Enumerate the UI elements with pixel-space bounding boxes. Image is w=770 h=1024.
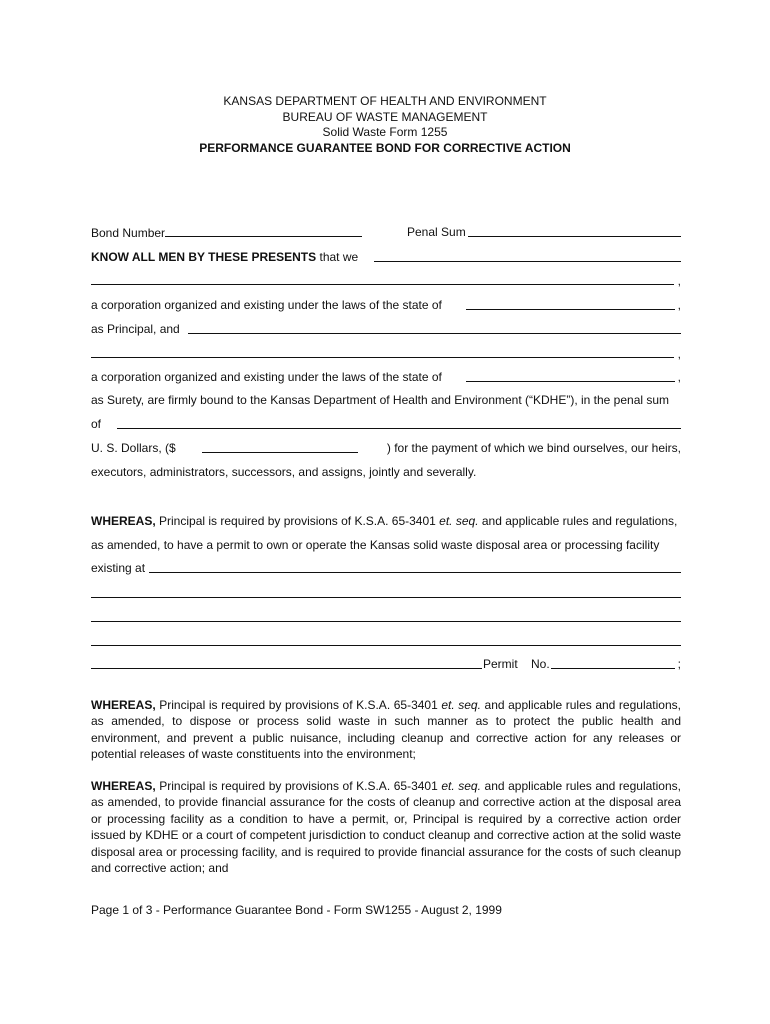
comma: , <box>677 274 681 288</box>
know-all-heading: KNOW ALL MEN BY THESE PRESENTS <box>91 250 317 264</box>
of-label: of <box>91 417 102 431</box>
surety-text-row <box>91 393 681 407</box>
comma: , <box>677 347 681 361</box>
form-number: Solid Waste Form 1255 <box>322 125 448 139</box>
existing-label: existing at <box>91 561 146 575</box>
principal-name-field[interactable] <box>374 250 681 262</box>
permit-label: Permit <box>483 657 518 671</box>
penal-sum-words-field[interactable] <box>117 417 681 429</box>
whereas1-text-c: as amended, to have a permit to own or operate the Kansas solid waste disposal area or processing facility <box>91 538 660 552</box>
principal-label: as Principal, and <box>91 322 180 336</box>
bureau-name: BUREAU OF WASTE MANAGEMENT <box>282 109 488 124</box>
whereas-label: WHEREAS, <box>91 698 156 712</box>
penal-sum-label: Penal Sum <box>407 225 466 239</box>
dollars-suffix: ) for the payment of which we bind ourselves, our heirs, <box>386 441 681 455</box>
whereas3-paragraph <box>91 778 681 876</box>
page-footer: Page 1 of 3 - Performance Guarantee Bond - Form SW1255 - August 2, 1999 <box>91 903 502 917</box>
facility-location-field[interactable] <box>149 561 681 573</box>
agency-name: KANSAS DEPARTMENT OF HEALTH AND ENVIRONMENT <box>223 94 547 108</box>
whereas3-text-b: and applicable rules and regulations, as amended, to provide financial assurance for the costs of cleanup and corrective action at the disposal area or processing facility as a condition to have a permit, or, Principal is required by a corrective action order issued by KDHE or a court of competent jurisdiction to conduct cleanup and corrective action at the solid waste disposal area or processing facility, and is required to provide financial assurance for the costs of such cleanup and corrective action; and <box>91 779 681 876</box>
form-header <box>0 94 770 156</box>
comma: , <box>677 370 681 384</box>
existing-at-row <box>91 561 681 575</box>
whereas-label: WHEREAS, <box>91 514 156 528</box>
form-title: PERFORMANCE GUARANTEE BOND FOR CORRECTIVE ACTION <box>199 140 571 155</box>
dollars-row <box>91 441 681 455</box>
whereas2-text-b: and applicable rules and regulations, as amended, to dispose or process solid waste in such manner as to protect the public health and environment, and prevent a public nuisance, including cleanup and corrective action for any releases or potential releases of waste constituents into the environment; <box>91 698 681 762</box>
executors-text: executors, administrators, successors, and assigns, jointly and severally. <box>91 465 477 479</box>
surety-name-row <box>91 322 681 336</box>
dollars-amount-field[interactable] <box>202 441 358 453</box>
whereas-label: WHEREAS, <box>91 779 156 793</box>
facility-location-field-2[interactable] <box>91 597 681 598</box>
dollars-prefix: U. S. Dollars, ($ <box>91 441 176 455</box>
surety-name-field[interactable] <box>188 322 681 334</box>
whereas1-line1 <box>91 514 681 528</box>
know-all-text: that we <box>319 250 359 264</box>
et-seq: et. seq. <box>439 514 479 528</box>
facility-location-field-4[interactable] <box>91 645 681 646</box>
surety-state-row <box>91 370 681 384</box>
corp-text: a corporation organized and existing under the laws of the state of <box>91 298 442 312</box>
et-seq: et. seq. <box>441 698 481 712</box>
surety-text: as Surety, are firmly bound to the Kansas Department of Health and Environment (“KDHE”), in the penal sum <box>91 393 670 407</box>
no-label: No. <box>531 657 550 671</box>
whereas1-line2 <box>91 538 681 552</box>
whereas2-paragraph <box>91 697 681 763</box>
facility-location-field-5[interactable] <box>91 657 482 669</box>
know-all-row <box>91 250 681 264</box>
penal-sum-field[interactable] <box>468 225 681 237</box>
whereas3-text-a: Principal is required by provisions of K.S.A. 65-3401 <box>159 779 438 793</box>
executors-row <box>91 465 681 479</box>
surety-name-field-2[interactable] <box>91 357 674 358</box>
et-seq: et. seq. <box>441 779 481 793</box>
whereas1-text-b: and applicable rules and regulations, <box>481 514 678 528</box>
bond-number-row <box>91 225 681 240</box>
comma: , <box>677 298 681 312</box>
semicolon: ; <box>677 657 681 671</box>
penal-sum-words-row <box>91 417 681 431</box>
whereas2-text-a: Principal is required by provisions of K.S.A. 65-3401 <box>159 698 438 712</box>
principal-state-row <box>91 298 681 312</box>
surety-state-field[interactable] <box>466 370 675 382</box>
bond-number-field[interactable] <box>165 225 362 237</box>
principal-state-field[interactable] <box>466 298 675 310</box>
corp-text: a corporation organized and existing under the laws of the state of <box>91 370 442 384</box>
permit-number-field[interactable] <box>551 657 675 669</box>
principal-name-field-2[interactable] <box>91 284 674 285</box>
bond-number-label: Bond Number <box>91 226 166 240</box>
facility-location-field-3[interactable] <box>91 621 681 622</box>
whereas1-text-a: Principal is required by provisions of K.S.A. 65-3401 <box>159 514 436 528</box>
